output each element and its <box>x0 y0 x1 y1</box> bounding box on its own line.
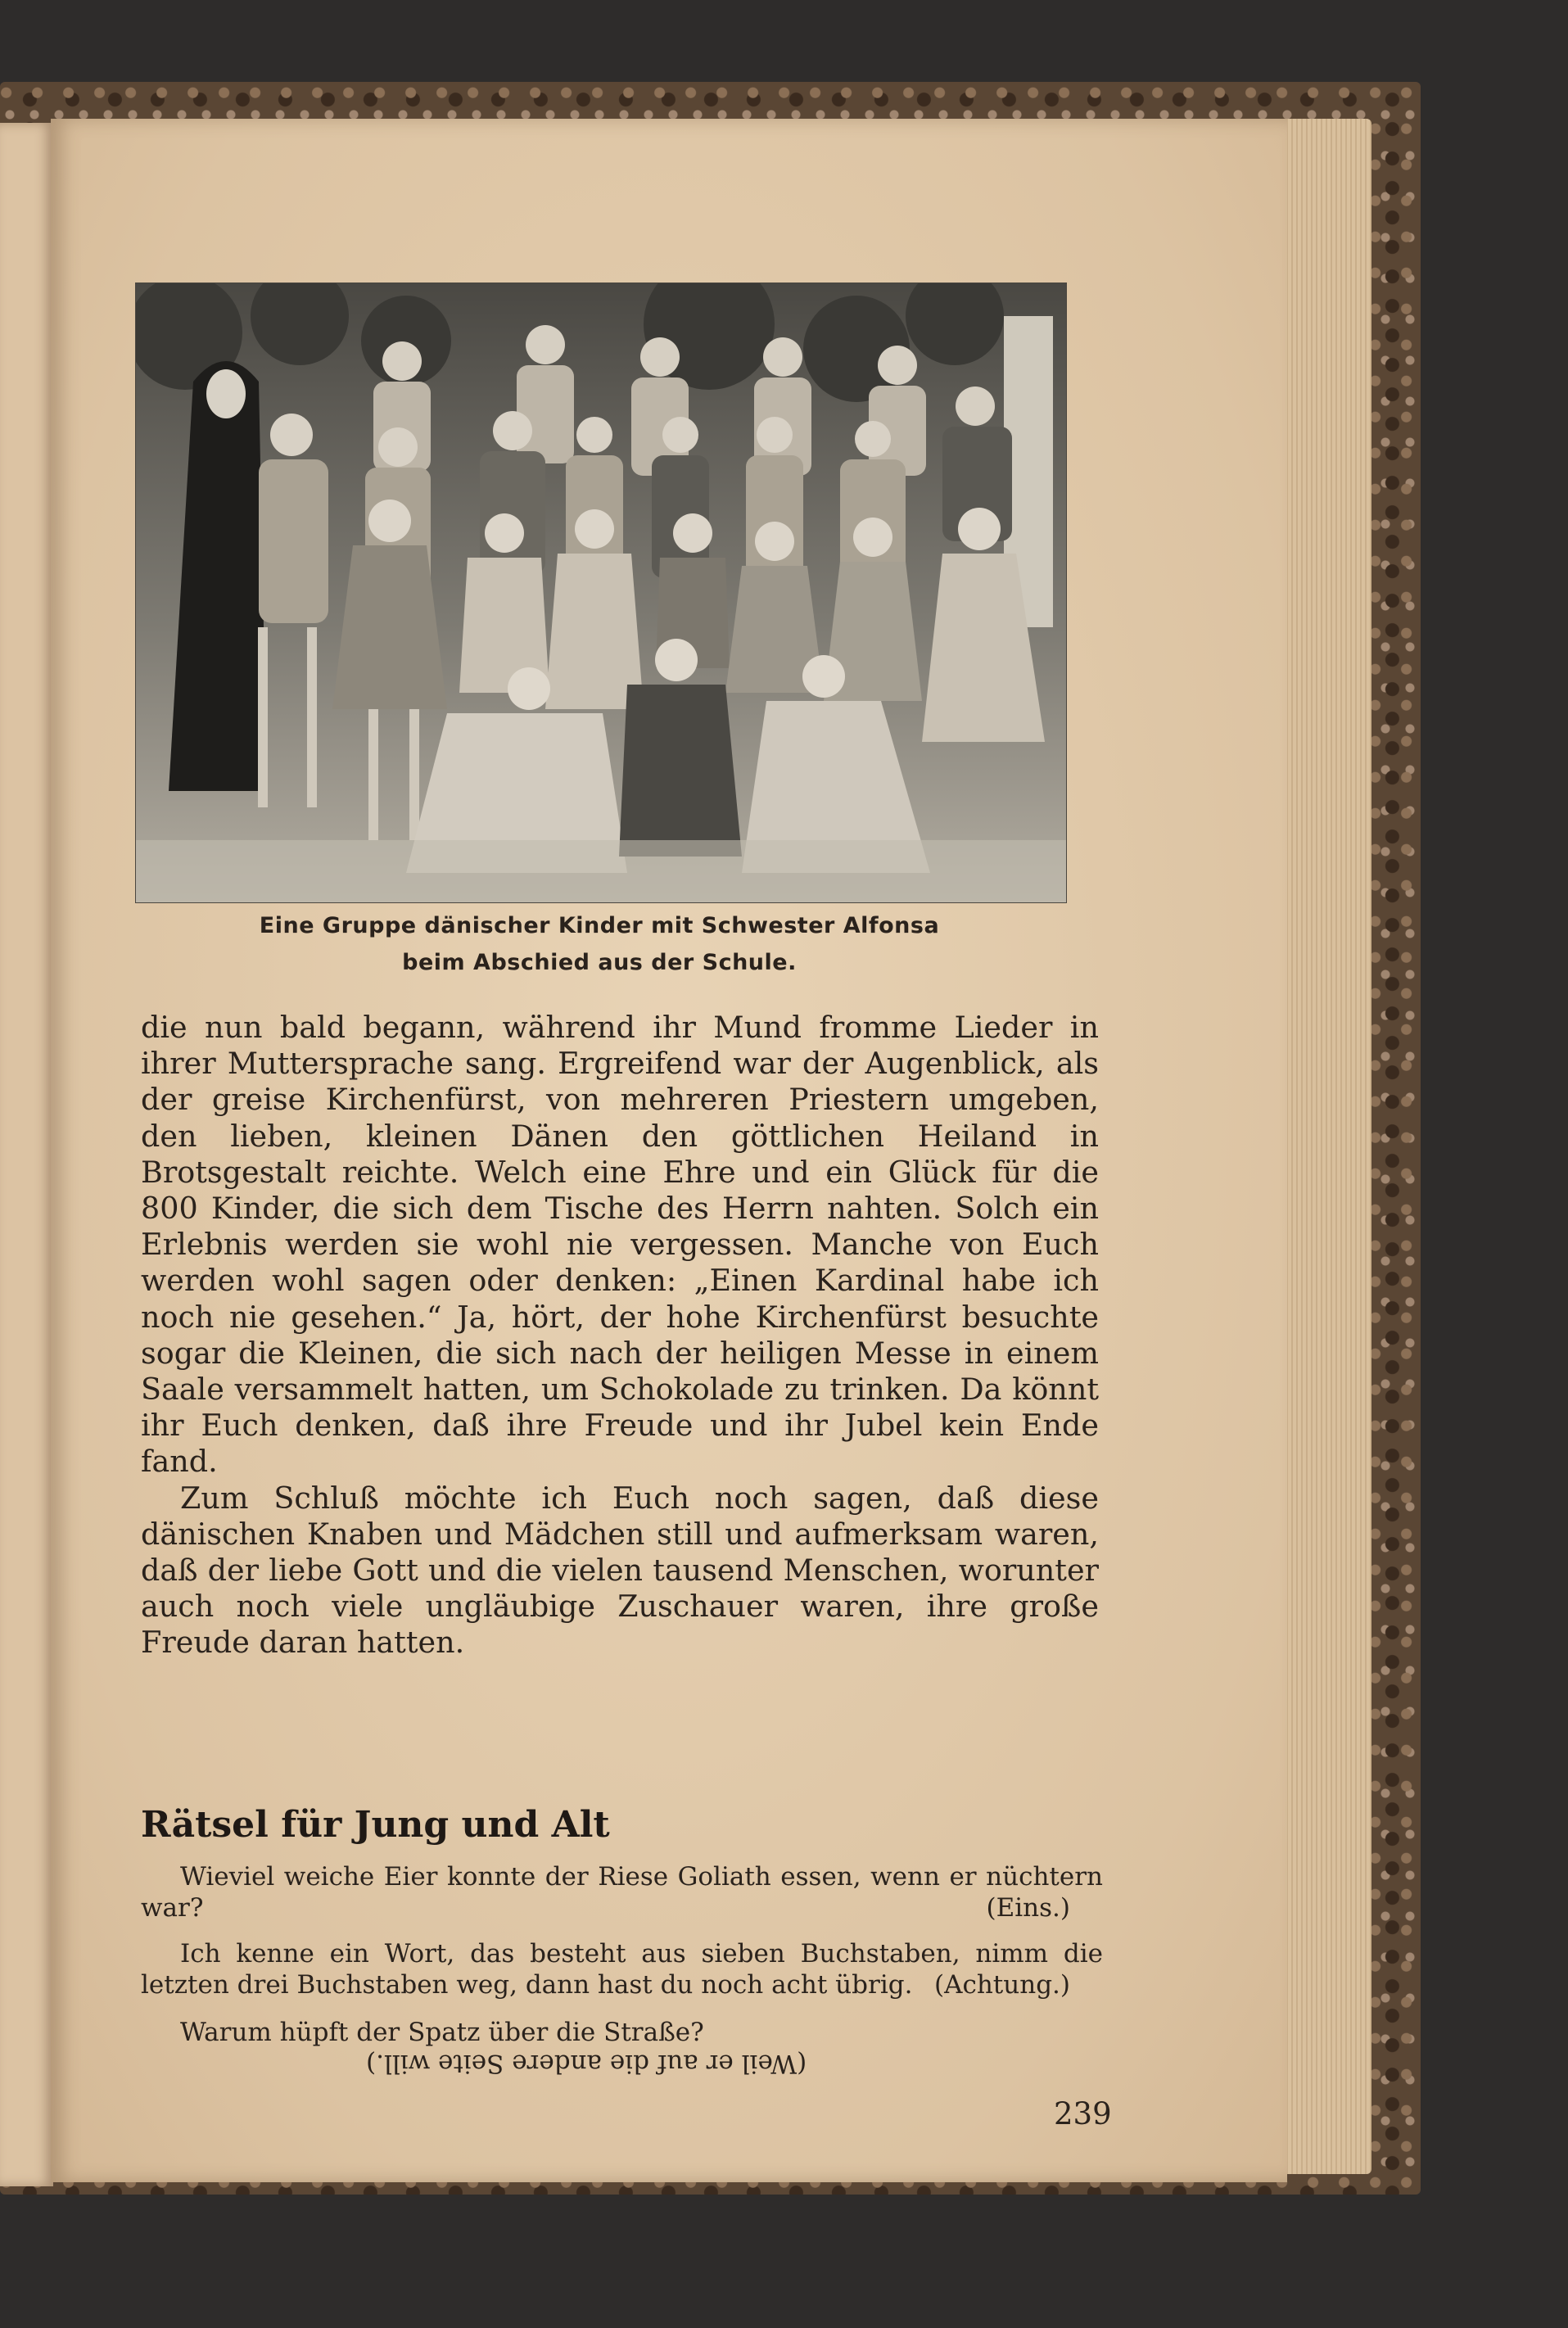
photo-caption-line1: Eine Gruppe dänischer Kinder mit Schwester Alfonsa <box>259 913 940 938</box>
riddle-1 <box>141 1861 1103 1923</box>
body-paragraph-1: die nun bald begann, während ihr Mund fromme Lieder in ihrer Muttersprache sang. Ergreifend war der Augenblick, als der greise Kirchenfürst, von mehreren Priestern umgeben, den lieben, kleinen Dänen den göttlichen Heiland in Brotsgestalt reichte. Welch eine Ehre und ein Glück für die 800 Kinder, die sich dem Tische des Herrn nahten. Solch ein Erlebnis werden sie wohl nie vergessen. Manche von Euch werden wohl sagen oder denken: „Einen Kardinal habe ich noch nie gesehen.“ Ja, hört, der hohe Kirchenfürst besuchte sogar die Kleinen, die sich nach der heiligen Messe in einem Saale versammelt hatten, um Schokolade zu trinken. Da könnt ihr Euch denken, daß ihre Freude und ihr Jubel kein Ende fand. <box>141 1010 1099 1480</box>
riddle-answer: (Eins.) <box>986 1893 1070 1923</box>
riddle-3 <box>141 2017 1103 2079</box>
riddle-question: Wieviel weiche Eier konnte der Riese Goliath essen, wenn er nüchtern war? <box>141 1862 1103 1923</box>
group-photo <box>135 283 1067 903</box>
riddle-2 <box>141 1938 1103 2000</box>
riddles-heading: Rätsel für Jung und Alt <box>141 1804 610 1846</box>
page-number: 239 <box>1054 2096 1112 2131</box>
riddle-answer: (Achtung.) <box>934 1970 1070 2000</box>
article-body <box>141 1010 1099 1661</box>
page-stack-edge <box>1273 119 1371 2174</box>
group-photo-icon <box>136 283 1066 902</box>
book-page <box>51 119 1287 2182</box>
riddle-question: Ich kenne ein Wort, das besteht aus sieben Buchstaben, nimm die letzten drei Buchstaben weg, dann hast du noch acht übrig. <box>141 1939 1103 2000</box>
photo-caption-line2: beim Abschied aus der Schule. <box>402 950 797 975</box>
riddle-question: Warum hüpft der Spatz über die Straße? <box>180 2018 704 2047</box>
body-paragraph-2: Zum Schluß möchte ich Euch noch sagen, daß diese dänischen Knaben und Mädchen still und aufmerksam waren, daß der liebe Gott und die vielen tausend Menschen, worunter auch noch viele ungläubige Zuschauer waren, ihre große Freude daran hatten. <box>141 1480 1099 1661</box>
left-page-edge <box>0 123 53 2186</box>
riddle-answer-upside-down: (Weil er auf die andere Seite will.) <box>366 2049 807 2078</box>
